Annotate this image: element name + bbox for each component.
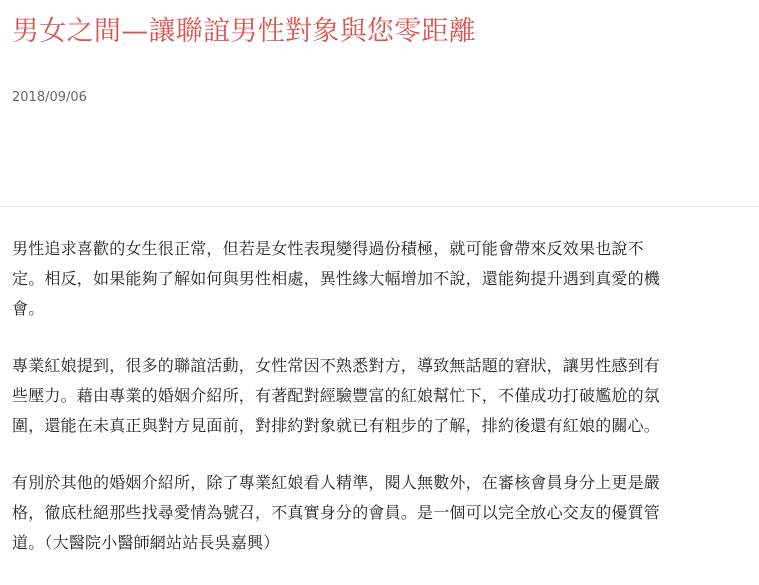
paragraph-line: 有別於其他的婚姻介紹所，除了專業紅娘看人精準，閱人無數外，在審核會員身分上更是嚴	[12, 473, 661, 492]
paragraph-1	[12, 234, 752, 324]
paragraph-line: 專業紅娘提到，很多的聯誼活動，女性常因不熟悉對方，導致無話題的窘狀，讓男性感到有	[12, 356, 661, 375]
paragraph-line: 格，徹底杜絕那些找尋愛情為號召，不真實身分的會員。是一個可以完全放心交友的優質管	[12, 503, 661, 522]
paragraph-3	[12, 468, 752, 558]
paragraph-line: 會。	[12, 299, 45, 318]
article-date: 2018/09/06	[12, 90, 87, 105]
paragraph-line: 些壓力。藉由專業的婚姻介紹所，有著配對經驗豐富的紅娘幫忙下，不僅成功打破尷尬的氛	[12, 386, 661, 405]
article-title: 男女之間—讓聯誼男性對象與您零距離	[12, 16, 477, 47]
paragraph-line: 男性追求喜歡的女生很正常，但若是女性表現變得過份積極，就可能會帶來反效果也說不	[12, 239, 644, 258]
paragraph-line: 道。（大醫院小醫師網站站長吳嘉興）	[12, 533, 280, 552]
paragraph-line: 圍，還能在未真正與對方見面前，對排約對象就已有粗步的了解，排約後還有紅娘的關心。	[12, 416, 661, 435]
paragraph-line: 定。相反，如果能夠了解如何與男性相處，異性緣大幅增加不說，還能夠提升遇到真愛的機	[12, 269, 661, 288]
header-divider	[0, 206, 759, 207]
article-header	[0, 0, 759, 206]
article-body	[12, 234, 752, 585]
paragraph-2	[12, 351, 752, 441]
